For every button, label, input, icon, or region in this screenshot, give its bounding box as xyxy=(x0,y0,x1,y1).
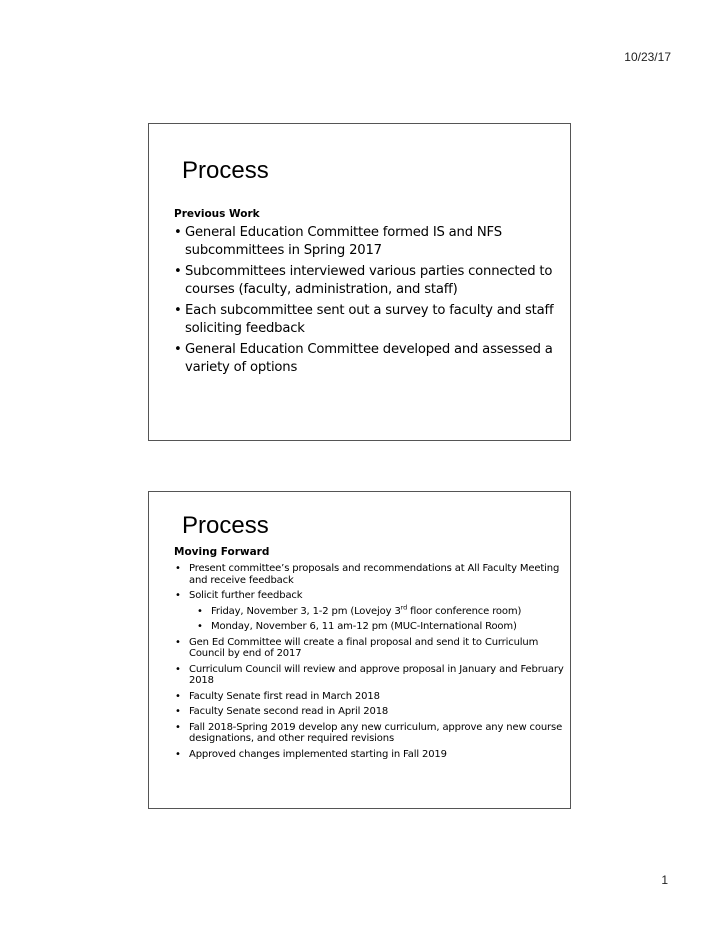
slide-title: Process xyxy=(182,512,269,539)
bullet-item: • Approved changes implemented starting in Fall 2019 xyxy=(174,749,569,761)
bullet-item: • Faculty Senate second read in April 2018 xyxy=(174,706,569,718)
slide-subtitle: Moving Forward xyxy=(174,546,270,558)
sub-bullet-text: floor conference room) xyxy=(407,605,522,617)
sub-bullet-text: Friday, November 3, 1-2 pm (Lovejoy 3 xyxy=(211,605,401,617)
bullet-item: • Each subcommittee sent out a survey to faculty and staff soliciting feedback xyxy=(174,302,569,338)
slide-previous-work xyxy=(148,123,571,441)
sub-bullet-list xyxy=(189,603,569,633)
bullet-item: • Gen Ed Committee will create a final proposal and send it to Curriculum Council by end of 2017 xyxy=(174,637,569,660)
bullet-list xyxy=(174,224,569,380)
sub-bullet-item: • Monday, November 6, 11 am-12 pm (MUC-International Room) xyxy=(189,621,569,633)
slide-subtitle: Previous Work xyxy=(174,208,260,220)
slide-title: Process xyxy=(182,157,269,184)
bullet-item: • Faculty Senate first read in March 2018 xyxy=(174,691,569,703)
page-number: 1 xyxy=(661,873,668,887)
bullet-text: Solicit further feedback xyxy=(189,590,303,601)
superscript: rd xyxy=(400,603,408,612)
bullet-item: • Subcommittees interviewed various parties connected to courses (faculty, administration, and staff) xyxy=(174,263,569,299)
header-date: 10/23/17 xyxy=(624,50,671,64)
bullet-item: • Present committee’s proposals and recommendations at All Faculty Meeting and receive feedback xyxy=(174,563,569,586)
bullet-item: • Fall 2018-Spring 2019 develop any new curriculum, approve any new course designations, and other required revisions xyxy=(174,722,569,745)
bullet-item xyxy=(174,590,569,633)
slide-moving-forward xyxy=(148,491,571,809)
bullet-list xyxy=(174,563,569,764)
sub-bullet-item xyxy=(189,603,569,618)
bullet-item: • General Education Committee developed and assessed a variety of options xyxy=(174,341,569,377)
bullet-item: • General Education Committee formed IS and NFS subcommittees in Spring 2017 xyxy=(174,224,569,260)
bullet-item: • Curriculum Council will review and approve proposal in January and February 2018 xyxy=(174,664,569,687)
